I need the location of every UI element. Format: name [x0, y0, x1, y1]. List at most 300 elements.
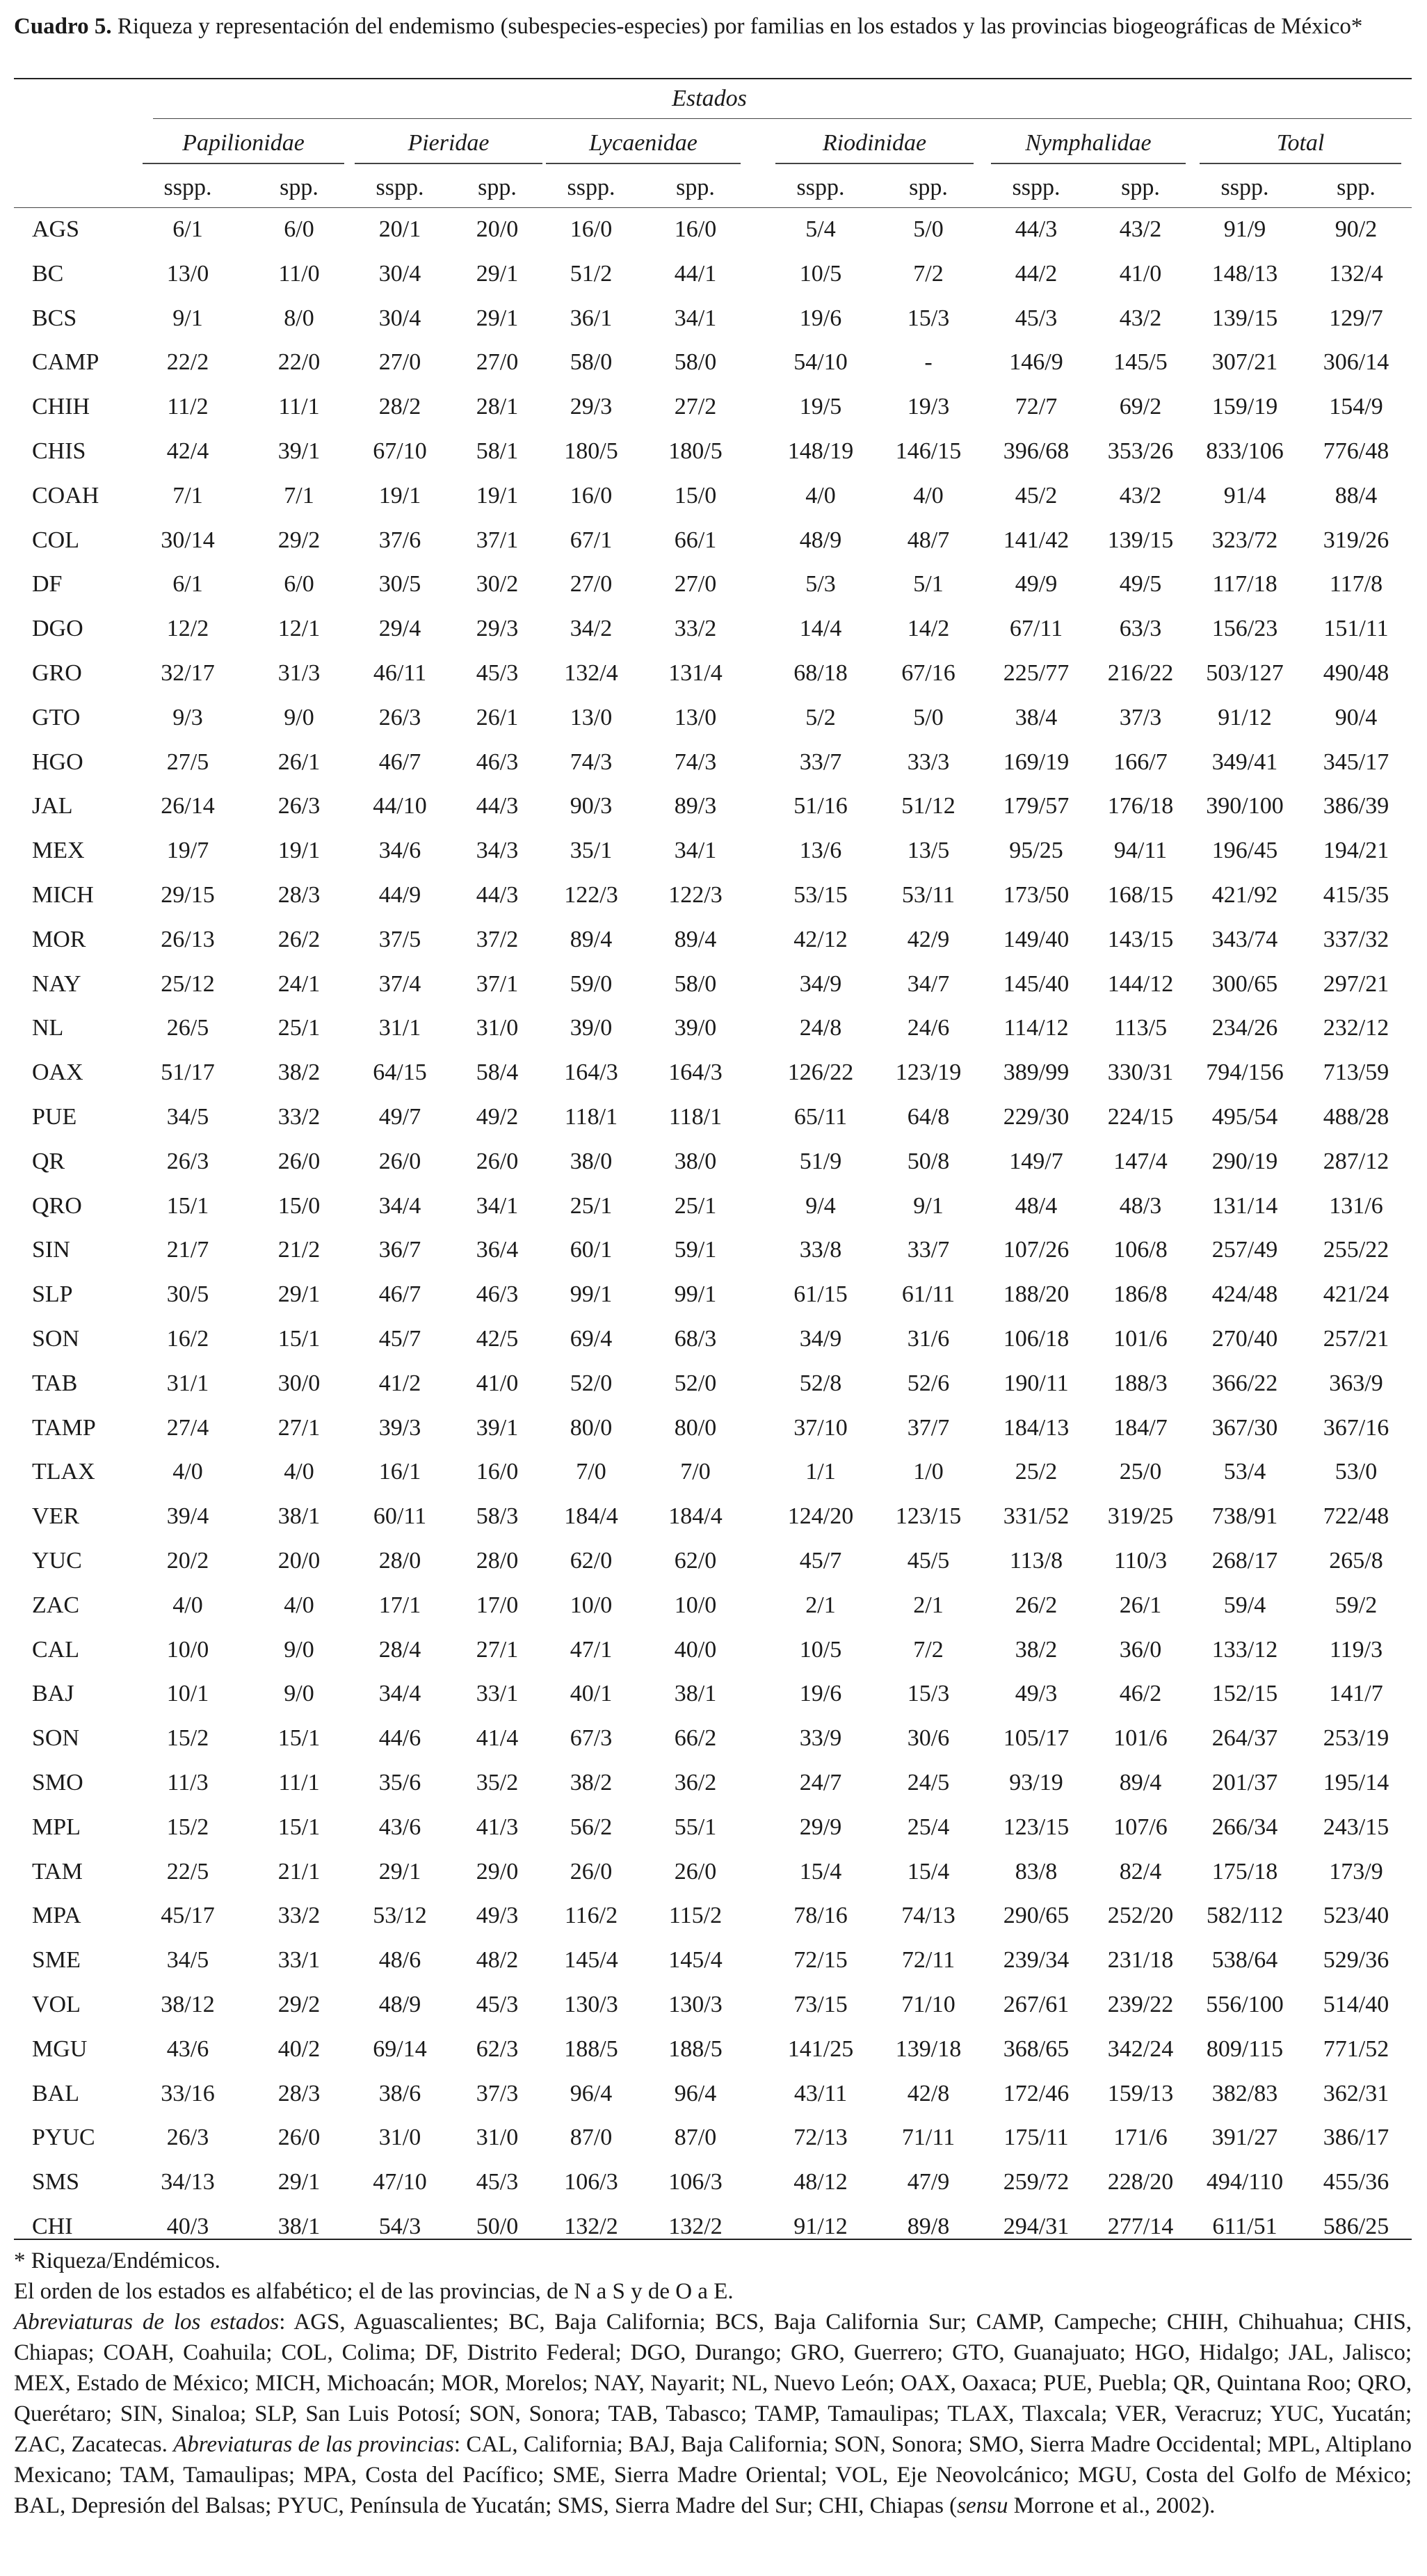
table-cell: 53/4	[1223, 1459, 1266, 1485]
table-cell: 25/2	[1015, 1459, 1058, 1485]
table-cell: 257/49	[1211, 1237, 1278, 1263]
row-label: NL	[32, 1015, 64, 1041]
table-cell: 13/5	[907, 838, 950, 864]
table-cell: 129/7	[1329, 305, 1383, 331]
table-cell: 201/37	[1211, 1770, 1278, 1795]
table-cell: 131/4	[668, 660, 723, 686]
row-label: SMO	[32, 1770, 83, 1795]
table-cell: 19/1	[277, 838, 321, 864]
table-row	[0, 1496, 1427, 1537]
table-cell: 32/17	[161, 660, 215, 686]
table-cell: 67/11	[1009, 616, 1063, 642]
table-cell: 13/0	[166, 260, 209, 287]
table-cell: 66/1	[674, 527, 717, 553]
table-cell: 15/1	[166, 1192, 209, 1219]
table-cell: 26/1	[277, 749, 321, 775]
table-cell: 34/9	[799, 1326, 842, 1352]
table-cell: 47/10	[373, 2169, 427, 2195]
table-cell: 22/2	[166, 349, 209, 376]
row-label: JAL	[32, 793, 73, 819]
table-cell: 52/6	[907, 1370, 950, 1396]
table-cell: 43/2	[1119, 305, 1162, 331]
subheader-cell: spp.	[909, 175, 948, 200]
table-cell: 78/16	[793, 1903, 848, 1929]
table-cell: 67/16	[901, 660, 956, 686]
table-row	[0, 2161, 1427, 2203]
table-cell: 225/77	[1003, 660, 1070, 686]
table-cell: 101/6	[1113, 1326, 1168, 1352]
table-cell: 13/6	[799, 838, 842, 864]
row-label: MOR	[32, 926, 86, 952]
table-cell: 342/24	[1107, 2035, 1174, 2062]
table-cell: 31/0	[476, 2125, 519, 2151]
row-label: CHIH	[32, 394, 90, 420]
table-cell: 366/22	[1211, 1370, 1278, 1396]
table-row	[0, 298, 1427, 339]
table-cell: 42/8	[907, 2080, 950, 2106]
table-cell: 15/2	[166, 1814, 209, 1840]
table-cell: 16/2	[166, 1326, 209, 1352]
table-cell: 1/1	[805, 1459, 836, 1485]
table-cell: 26/1	[476, 704, 519, 730]
table-cell: 11/2	[167, 394, 209, 420]
table-cell: 38/2	[1015, 1636, 1058, 1663]
table-cell: 386/17	[1323, 2125, 1389, 2151]
table-cell: 34/9	[799, 970, 842, 997]
subheader-cell: sspp.	[567, 175, 615, 200]
subheader-cell: sspp.	[376, 175, 424, 200]
table-cell: 386/39	[1323, 793, 1389, 819]
table-cell: 27/0	[378, 349, 421, 376]
table-cell: 101/6	[1113, 1725, 1168, 1752]
table-cell: 37/3	[476, 2080, 519, 2106]
table-cell: 367/30	[1211, 1414, 1278, 1441]
table-cell: 15/4	[799, 1858, 842, 1885]
row-label: COL	[32, 527, 79, 553]
table-cell: 323/72	[1211, 527, 1278, 553]
table-cell: 33/1	[277, 1947, 321, 1974]
table-row	[0, 1851, 1427, 1893]
table-cell: 132/4	[1329, 260, 1383, 287]
table-row	[0, 963, 1427, 1005]
table-cell: 115/2	[668, 1903, 723, 1929]
table-cell: 38/6	[378, 2080, 421, 2106]
family-header: Total	[1276, 130, 1325, 156]
table-cell: 30/5	[378, 571, 421, 598]
table-cell: 29/15	[161, 882, 215, 908]
table-cell: 72/15	[793, 1947, 848, 1974]
table-cell: 9/1	[172, 305, 203, 331]
table-cell: 141/7	[1329, 1681, 1383, 1707]
table-cell: 37/6	[378, 527, 421, 553]
table-cell: 51/9	[799, 1148, 842, 1174]
table-cell: 89/4	[570, 926, 613, 952]
table-cell: 64/15	[373, 1059, 427, 1086]
table-cell: 277/14	[1107, 2214, 1174, 2239]
table-cell: 46/3	[476, 749, 519, 775]
table-cell: 48/9	[378, 1992, 421, 2017]
row-label: BC	[32, 260, 64, 287]
table-cell: 40/1	[570, 1681, 613, 1707]
table-cell: 488/28	[1323, 1104, 1389, 1130]
table-cell: 234/26	[1211, 1015, 1278, 1041]
table-cell: 10/5	[799, 1636, 842, 1663]
table-cell: 186/8	[1113, 1281, 1168, 1308]
table-cell: 34/3	[476, 838, 519, 864]
table-cell: 294/31	[1003, 2214, 1070, 2239]
table-cell: 173/9	[1329, 1858, 1383, 1885]
table-cell: 42/5	[476, 1326, 519, 1352]
table-cell: 22/5	[166, 1858, 209, 1885]
table-cell: 7/2	[913, 260, 944, 287]
table-cell: 58/0	[570, 349, 613, 376]
table-cell: 15/0	[674, 482, 717, 509]
table-cell: 45/3	[476, 1992, 519, 2017]
family-header-rule	[991, 163, 1186, 164]
table-cell: 44/10	[373, 793, 427, 819]
table-cell: 166/7	[1113, 749, 1168, 775]
table-cell: 363/9	[1329, 1370, 1383, 1396]
table-cell: 45/5	[907, 1548, 950, 1574]
table-cell: 45/17	[161, 1903, 215, 1929]
table-cell: 59/1	[674, 1237, 717, 1263]
table-cell: 48/12	[793, 2169, 848, 2195]
table-cell: 24/6	[907, 1015, 950, 1041]
table-cell: 46/7	[378, 1281, 421, 1308]
table-cell: 43/11	[793, 2080, 848, 2106]
table-cell: 50/8	[907, 1148, 950, 1174]
table-cell: 143/15	[1107, 926, 1174, 952]
footnote-asterisk: * Riqueza/Endémicos.	[14, 2248, 220, 2273]
table-cell: 11/1	[278, 1770, 320, 1795]
table-cell: 28/3	[277, 2080, 321, 2106]
table-cell: 94/11	[1113, 838, 1168, 864]
table-row	[0, 2029, 1427, 2070]
row-label: QRO	[32, 1192, 82, 1219]
table-row	[0, 1185, 1427, 1227]
table-cell: 26/0	[378, 1148, 421, 1174]
table-cell: 15/3	[907, 305, 950, 331]
table-cell: 15/1	[277, 1725, 321, 1752]
table-cell: 49/3	[476, 1903, 519, 1929]
footnotes	[14, 2246, 1412, 2521]
table-cell: 156/23	[1211, 616, 1278, 642]
table-cell: 34/4	[378, 1192, 421, 1219]
table-cell: 27/1	[277, 1414, 321, 1441]
table-cell: 538/64	[1211, 1947, 1278, 1974]
table-cell: 145/4	[668, 1947, 723, 1974]
table-cell: 50/0	[476, 2214, 519, 2239]
table-row	[0, 209, 1427, 250]
table-cell: 30/4	[378, 305, 421, 331]
table-cell: 159/19	[1211, 394, 1278, 420]
subheader-cell: spp.	[280, 175, 319, 200]
table-cell: 809/115	[1206, 2035, 1284, 2062]
table-cell: 38/4	[1015, 704, 1058, 730]
table-cell: 20/2	[166, 1548, 209, 1574]
table-cell: 58/1	[476, 438, 519, 464]
table-cell: 180/5	[668, 438, 723, 464]
table-cell: 184/13	[1003, 1414, 1070, 1441]
table-cell: 29/2	[277, 527, 321, 553]
table-cell: 107/6	[1113, 1814, 1168, 1840]
table-cell: 36/7	[378, 1237, 421, 1263]
table-cell: 391/27	[1211, 2125, 1278, 2151]
table-row	[0, 1141, 1427, 1183]
subheader-cell: sspp.	[1012, 175, 1061, 200]
table-cell: 503/127	[1206, 660, 1284, 686]
table-row	[0, 431, 1427, 472]
table-cell: 29/1	[277, 2169, 321, 2195]
table-cell: 26/0	[570, 1858, 613, 1885]
table-cell: 45/2	[1015, 482, 1058, 509]
table-cell: 270/40	[1211, 1326, 1278, 1352]
table-cell: 110/3	[1113, 1548, 1168, 1574]
table-cell: 48/6	[378, 1947, 421, 1974]
bottom-rule	[14, 2239, 1412, 2240]
table-cell: 132/2	[564, 2214, 618, 2239]
table-cell: 72/11	[901, 1947, 956, 1974]
table-cell: 175/11	[1003, 2125, 1069, 2151]
subheader-cell: spp.	[1121, 175, 1160, 200]
family-header: Riodinidae	[822, 130, 927, 156]
table-cell: 20/0	[476, 216, 519, 242]
table-row	[0, 785, 1427, 827]
table-cell: 26/3	[378, 704, 421, 730]
table-cell: 61/15	[793, 1281, 848, 1308]
row-label: DF	[32, 571, 63, 598]
table-cell: 34/1	[674, 305, 717, 331]
table-cell: 145/40	[1003, 970, 1070, 997]
table-cell: 96/4	[570, 2080, 613, 2106]
table-cell: 37/2	[476, 926, 519, 952]
table-row	[0, 919, 1427, 961]
table-cell: 124/20	[787, 1503, 854, 1530]
table-cell: 37/1	[476, 527, 519, 553]
table-cell: 48/3	[1119, 1192, 1162, 1219]
table-cell: 29/9	[799, 1814, 842, 1840]
table-cell: 26/0	[277, 2125, 321, 2151]
table-cell: 113/5	[1113, 1015, 1168, 1041]
table-cell: 5/3	[805, 571, 836, 598]
table-cell: 44/3	[1015, 216, 1058, 242]
table-cell: 146/15	[895, 438, 962, 464]
row-label: TAMP	[32, 1414, 96, 1441]
row-label: SLP	[32, 1281, 73, 1308]
table-cell: 5/0	[913, 216, 944, 242]
table-row	[0, 742, 1427, 783]
table-cell: 74/3	[570, 749, 613, 775]
table-cell: 13/0	[674, 704, 717, 730]
table-cell: 27/5	[166, 749, 209, 775]
table-cell: 26/2	[1015, 1592, 1058, 1618]
table-cell: 42/9	[907, 926, 950, 952]
table-cell: 30/6	[907, 1725, 950, 1752]
table-cell: 290/19	[1211, 1148, 1278, 1174]
table-cell: 14/4	[799, 616, 842, 642]
table-cell: 29/3	[476, 616, 519, 642]
group-title-estados: Estados	[672, 86, 747, 111]
row-label: YUC	[32, 1548, 82, 1574]
table-cell: 89/4	[674, 926, 717, 952]
table-cell: 28/1	[476, 394, 519, 420]
table-cell: 123/15	[1003, 1814, 1070, 1840]
family-header-rule	[355, 163, 542, 164]
table-cell: 255/22	[1323, 1237, 1389, 1263]
row-label: NAY	[32, 970, 81, 997]
row-label: QR	[32, 1148, 65, 1174]
table-cell: 159/13	[1107, 2080, 1174, 2106]
table-cell: 35/2	[476, 1770, 519, 1795]
row-label: TLAX	[32, 1459, 95, 1485]
row-label: MPL	[32, 1814, 81, 1840]
table-cell: 15/0	[277, 1192, 321, 1219]
table-cell: 44/1	[674, 260, 717, 287]
table-cell: 34/13	[161, 2169, 215, 2195]
table-cell: 25/1	[570, 1192, 613, 1219]
table-cell: 46/7	[378, 749, 421, 775]
table-row	[0, 2117, 1427, 2159]
table-cell: 26/3	[277, 793, 321, 819]
table-cell: 27/0	[570, 571, 613, 598]
table-cell: 133/12	[1211, 1636, 1278, 1663]
table-cell: 290/65	[1003, 1903, 1070, 1929]
table-cell: 56/2	[570, 1814, 613, 1840]
subheader-cell: spp.	[1337, 175, 1376, 200]
table-cell: 31/1	[166, 1370, 209, 1396]
table-cell: 67/10	[373, 438, 427, 464]
table-cell: 74/13	[901, 1903, 956, 1929]
table-row	[0, 1895, 1427, 1937]
table-cell: 25/1	[277, 1015, 321, 1041]
table-row	[0, 1585, 1427, 1626]
table-cell: 31/6	[907, 1326, 950, 1352]
table-cell: 268/17	[1211, 1548, 1278, 1574]
table-cell: 196/45	[1211, 838, 1278, 864]
table-cell: 20/0	[277, 1548, 321, 1574]
table-cell: 4/0	[805, 482, 836, 509]
table-cell: 25/0	[1119, 1459, 1162, 1485]
family-header-rule	[546, 163, 741, 164]
table-cell: 24/5	[907, 1770, 950, 1795]
table-cell: 15/4	[907, 1858, 950, 1885]
table-cell: 80/0	[570, 1414, 613, 1441]
table-cell: 38/0	[570, 1148, 613, 1174]
table-row	[0, 2206, 1427, 2248]
table-cell: 39/0	[570, 1015, 613, 1041]
row-label: GTO	[32, 704, 81, 730]
table-cell: 164/3	[668, 1059, 723, 1086]
table-cell: 52/8	[799, 1370, 842, 1396]
table-row	[0, 1540, 1427, 1582]
table-cell: 34/5	[166, 1104, 209, 1130]
table-cell: 28/0	[378, 1548, 421, 1574]
table-cell: 523/40	[1323, 1903, 1389, 1929]
table-row	[0, 1629, 1427, 1671]
table-cell: 26/13	[161, 926, 215, 952]
table-cell: 41/0	[476, 1370, 519, 1396]
table-cell: 40/3	[166, 2214, 209, 2239]
table-cell: 31/0	[378, 2125, 421, 2151]
table-cell: 41/4	[476, 1725, 519, 1752]
table-cell: 28/0	[476, 1548, 519, 1574]
table-cell: 19/6	[799, 305, 842, 331]
table-cell: 188/5	[564, 2035, 618, 2062]
table-cell: 24/1	[277, 970, 321, 997]
table-cell: 4/0	[172, 1592, 203, 1618]
table-row	[0, 1007, 1427, 1049]
table-cell: 722/48	[1323, 1503, 1389, 1530]
table-cell: 39/4	[166, 1503, 209, 1530]
table-cell: 27/1	[476, 1636, 519, 1663]
row-label: SMS	[32, 2169, 80, 2195]
table-cell: 119/3	[1329, 1636, 1383, 1663]
table-cell: 12/1	[277, 616, 321, 642]
table-cell: 24/8	[799, 1015, 842, 1041]
table-cell: 33/1	[476, 1681, 519, 1707]
table-cell: 5/1	[913, 571, 944, 598]
table-cell: 48/4	[1015, 1192, 1058, 1219]
table-cell: 319/25	[1107, 1503, 1174, 1530]
table-cell: 490/48	[1323, 660, 1389, 686]
table-row	[0, 1274, 1427, 1315]
table-cell: 64/8	[907, 1104, 950, 1130]
states-abbrev-text: : AGS, Aguascalientes; BC, Baja California; BCS, Baja California Sur; CAMP, Campeche; CHIH, Chihuahua; CHIS, Chiapas; COAH, Coahuila; COL, Colima; DF, Distrito Federal; DGO, Durango; GRO, Guerrero; GTO, Guanajuato; HGO, Hidalgo; JAL, Jalisco; MEX, Estado de México; MICH, Michoacán; MOR, Morelos; NAY, Nayarit; NL, Nuevo León; OAX, Oaxaca; PUE, Puebla; QR, Quintana Roo; QRO, Querétaro; SIN, Sinaloa; SLP, San Luis Potosí; SON, Sonora; TAB, Tabasco; TAMP, Tamaulipas; TLAX, Tlaxcala; VER, Veracruz; YUC, Yucatán; ZAC, Zacatecas.	[14, 2310, 1412, 2457]
table-cell: 33/7	[907, 1237, 950, 1263]
table-cell: 31/1	[378, 1015, 421, 1041]
table-row	[0, 386, 1427, 428]
table-cell: 21/7	[166, 1237, 209, 1263]
table-cell: 184/4	[668, 1503, 723, 1530]
table-cell: 267/61	[1003, 1992, 1070, 2017]
table-cell: 169/19	[1003, 749, 1070, 775]
table-cell: 68/18	[793, 660, 848, 686]
table-cell: 36/0	[1119, 1636, 1162, 1663]
table-cell: 71/10	[901, 1992, 956, 2017]
table-cell: 337/32	[1323, 926, 1389, 952]
family-header-rule	[1200, 163, 1401, 164]
table-cell: 5/2	[805, 704, 836, 730]
table-cell: 494/110	[1206, 2169, 1284, 2195]
table-cell: 224/15	[1107, 1104, 1174, 1130]
table-cell: 43/2	[1119, 482, 1162, 509]
table-cell: 15/1	[277, 1814, 321, 1840]
table-cell: 20/1	[378, 216, 421, 242]
states-abbrev-label: Abreviaturas de los estados	[14, 2310, 280, 2335]
table-cell: 61/11	[901, 1281, 956, 1308]
table-cell: 42/4	[166, 438, 209, 464]
table-cell: 122/3	[564, 882, 618, 908]
table-cell: 25/12	[161, 970, 215, 997]
table-cell: 4/0	[913, 482, 944, 509]
table-cell: 48/7	[907, 527, 950, 553]
table-cell: 231/18	[1107, 1947, 1174, 1974]
table-cell: 7/0	[680, 1459, 711, 1485]
table-cell: 51/2	[570, 260, 613, 287]
table-cell: 52/0	[674, 1370, 717, 1396]
table-cell: 239/34	[1003, 1947, 1070, 1974]
table-cell: 25/4	[907, 1814, 950, 1840]
table-cell: 9/1	[913, 1192, 944, 1219]
table-cell: 4/0	[284, 1592, 314, 1618]
table-cell: 123/15	[895, 1503, 962, 1530]
table-cell: 53/0	[1335, 1459, 1378, 1485]
table-cell: 6/0	[284, 216, 314, 242]
table-cell: 345/17	[1323, 749, 1389, 775]
table-cell: 229/30	[1003, 1104, 1070, 1130]
table-cell: 39/1	[277, 438, 321, 464]
table-cell: 126/22	[787, 1059, 854, 1086]
